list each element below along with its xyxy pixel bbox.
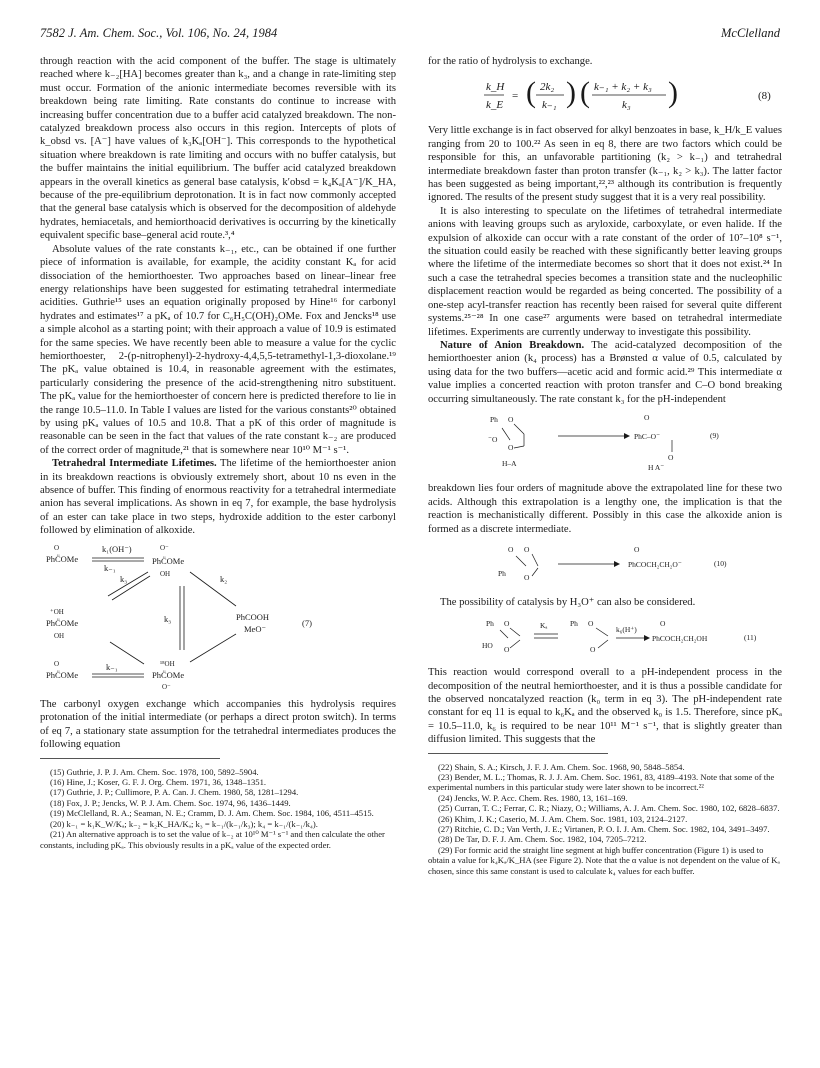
k1-label: k₁(OH⁻) [102,543,132,554]
paragraph [40,457,396,537]
ester-bottom: PhC̈OMe [46,669,79,680]
paragraph: through reaction with the acid component of the buffer. The stage is ultimately reached where k₋₂[HA] becomes greater than k₃, and a change in rate-limiting step must occur. Formation of the anionic intermediate becomes reversible with its breakdown being rate limiting. Rate constants do continue to increase with increasing buffer concentration due to a buffer acid catalyzed breakdown. The non-catalyzed breakdown process also occurs in this region. Intercepts of plots of k_obsd vs. [A⁻] have values of k₃Kₐ[OH⁻]. This corresponds to the hypothetical situation where breakdown is rate limiting and occurs with no buffer catalysis, but the buffer maintains the initial equilibrium. The buffer acid catalyzed breakdown appears in the overall kinetics as general base catalysis, k′obsd = k₄Kₐ[A⁻]/K_HA, because of the pre-equilibrium deprotonation. It is in fact now commonly accepted that the general base catalysis which is observed for the decomposition of aldehyde hydrates, hemiacetals, and hemiorthoacid derivatives is occurring by the kinetically equivalent specific base–general acid route.³,⁴ [40,56,396,242]
eq9-number: (9) [710,430,719,440]
author-name: McClelland [720,26,780,40]
buffer-acid: H–A [502,458,517,468]
eq11-number: (11) [744,632,757,642]
eq8-lhs-num: k_H [486,81,505,94]
eq8-f2-den: k₃ [622,99,631,112]
reaction-scheme-9 [428,410,782,474]
footnotes-left [40,767,396,850]
paragraph: The carbonyl oxygen exchange which accompanies this hydrolysis requires protonation of the initial intermediate (or perhaps a direct proton switch). In terms of eq 7, a stationary state assumption for the tetrahedral intermediates produces the following equation [40,699,396,751]
conjugate-base: H A⁻ [648,462,665,472]
paragraph: breakdown lies four orders of magnitude above the extrapolated line for these two acids. Although this extrapolation is a lengthy one, the implication is that the reaction is mechanistically different. Possibly in this case the alkoxide anion is formed as a discrete intermediate. [428,483,782,535]
footnote: (19) McClelland, R. A.; Seaman, N. E.; Cramm, D. J. Am. Chem. Soc. 1984, 106, 4511–4515. [50,808,374,819]
section-heading: Tetrahedral Intermediate Lifetimes. [52,458,217,470]
km1b-label: k₋₁ [106,661,118,672]
k6-label: k₆(H⁺) [616,624,637,634]
scheme-10 [428,540,782,592]
scheme-7 [40,542,396,694]
equation-8 [428,74,782,118]
phenyl-label: Ph [498,568,506,578]
ka-label: Kₐ [540,620,548,630]
footnote: (27) Ritchie, C. D.; Van Verth, J. E.; Virtanen, P. O. I. J. Am. Chem. Soc. 1982, 104, 3491–3497. [438,824,770,835]
left-column [40,55,396,850]
scheme-9 [428,410,782,478]
svg-text:O: O [634,544,640,554]
reaction-scheme-7 [40,542,396,690]
svg-text:⁻O: ⁻O [488,434,498,444]
svg-text:=: = [512,90,519,103]
footnote: (23) Bender, M. L.; Thomas, R. J. J. Am. Chem. Soc. 1961, 83, 4189–4193. Note that some of the experimental numbers in this particular study were later shown to be incorrect.²² [428,772,775,793]
footnote: (15) Guthrie, J. P. J. Am. Chem. Soc. 1978, 100, 5892–5904. [50,766,259,777]
anion-bottom: PhC̈OMe [152,669,185,680]
footnote: (29) For formic acid the straight line segment at high buffer concentration (Figure 1) is used to obtain a value for k₄Kₐ/K_HA (see Figure 2). Note that the α value is not dependent on the value of Kₐ chosen, since this same constant is used to calculate k₄ values for each buffer. [428,844,780,876]
paragraph-text: The lifetime of the hemiorthoester anion in its breakdown reactions is obviously extremely short, about 10 ns even in the absence of buffer. This finding of enormous reactivity for a tetrahedral intermediate anion has several implications. As shown in eq 7, for example, the base hydrolysis of an ester can take place in two steps, hydroxide addition to the ester carbonyl followed by elimination of alkoxide. [40,458,397,537]
svg-text:O: O [588,618,594,628]
svg-text:O: O [508,414,514,424]
km1-label: k₋₁ [104,562,116,573]
footnote: (16) Hine, J.; Koser, G. F. J. Org. Chem. 1971, 36, 1348–1351. [50,777,267,788]
product-acid: PhCOOH [236,611,270,622]
scheme-11 [428,614,782,662]
product-10: PhCOCH₂CH₂O⁻ [628,559,682,569]
neutral-mid: PhC̈OMe [46,617,79,628]
svg-text:OH: OH [160,569,171,578]
footnote-rule [40,758,220,759]
svg-text:O: O [660,618,666,628]
eq8-f1-num: 2k₂ [540,81,555,94]
svg-text:O: O [524,544,530,554]
footnote: (21) An alternative approach is to set the value of k₋₂ at 10¹⁰ M⁻¹ s⁻¹ and then calculate the other constants, including pKₐ. This obviously results in a pKₐ value of the expected order. [40,829,385,850]
svg-text:(: ( [526,76,536,110]
svg-text:): ) [566,76,576,110]
paragraph: It is also interesting to speculate on the lifetimes of tetrahedral intermediate anions with leaving groups such as aryloxide, carboxylate, or even halide. If the expulsion of alkoxide can occur with a rate constant of the order of 10⁷–10⁸ s⁻¹, the situation could easily be reached with these significantly better leaving groups where the lifetime of the intermediate becomes so short that it does not exist.²⁴ In such a case the tetrahedral species becomes a transition state and the nucleophilic displacement reaction would be regarded as being concerted. The possibility of a one-step acyl-transfer reaction has recently been raised for several quite different systems.²⁵⁻²⁸ In one case²⁷ arguments were based on tetrahedral intermediate lifetimes. Experiments are currently underway to investigate this possibility. [428,205,782,338]
svg-text:OH: OH [54,631,65,640]
footnote: (26) Khim, J. K.; Caserio, M. J. Am. Chem. Soc. 1981, 103, 2124–2127. [438,813,688,824]
svg-text:O: O [524,572,530,582]
svg-text:O: O [590,644,596,654]
reaction-scheme-10 [428,540,782,588]
svg-text:O: O [504,618,510,628]
product-11: PhCOCH₂CH₂OH [652,633,708,643]
k2-label: k₂ [220,573,228,584]
svg-text:O: O [508,544,514,554]
equation-8-graphic [428,74,782,118]
journal-citation: 7582 J. Am. Chem. Soc., Vol. 106, No. 24, 1984 [40,26,278,40]
eq8-f1-den: k₋₁ [542,99,557,112]
footnote: (24) Jencks, W. P. Acc. Chem. Res. 1980, 13, 161–169. [438,792,628,803]
k3b-label: k₃ [164,613,172,624]
product-9: PhC–O⁻ [634,431,661,441]
footnote: (17) Guthrie, J. P.; Cullimore, P. A. Can. J. Chem. 1980, 58, 1281–1294. [50,787,299,798]
footnote: (18) Fox, J. P.; Jencks, W. P. J. Am. Chem. Soc. 1974, 96, 1436–1449. [50,797,291,808]
svg-text:): ) [668,76,678,110]
phenyl-label: Ph [486,618,494,628]
right-column [428,55,782,876]
phenyl-label: Ph [490,414,498,424]
svg-text:⁺OH: ⁺OH [50,607,64,616]
paragraph-text: The acid-catalyzed decomposition of the hemiorthoester anion (k₄ process) has a Brønsted α value of 0.5, calculated by using data for the two buffers—acetic acid and formic acid.²⁹ This intermediate α value implies a concerted reaction with proton transfer and C–O bond breaking occurring simultaneously. The rate constant k₃ for the pH-independent [428,339,782,405]
k3-label: k₃ [120,573,128,584]
reaction-scheme-11 [428,614,782,658]
phenyl-label: Ph [570,618,578,628]
footnote-rule [428,753,608,754]
running-header [40,26,780,44]
svg-text:O: O [644,412,650,422]
svg-text:O: O [504,644,510,654]
svg-text:O: O [668,452,674,462]
footnotes-right [428,762,782,876]
paragraph [428,339,782,406]
paragraph: The possibility of catalysis by H₃O⁺ can also be considered. [440,597,696,609]
paragraph: Absolute values of the rate constants k₋₁, etc., can be obtained if one further piece of information is available, for example, the acidity constant Kₐ for acid dissociation of the hemiorthoester. Two approaches based on linear–linear free energy relationships have been suggested for estimating tetrahedral intermediate acidities. Guthrie¹⁵ uses an equation originally proposed by Hine¹⁶ for carbonyl hydrates and estimates¹⁷ a pKₐ of 10.7 for C₆H₅C(OH)₂OMe. Fox and Jencks¹⁸ use a simple alcohol as a starting point; with their approach a value of 10.9 is estimated for the same species. We have recently been able to measure a value for the cyclic hemiorthoester, 2-(p-nitrophenyl)-2-hydroxy-4,4,5,5-tetramethyl-1,3-dioxolane.¹⁹ The pKₐ value obtained is 10.4, in reasonable agreement with the estimates, particularly considering the presence of the acid-strengthening nitro substituent. The pKₐ value for the hemiorthoester of concern here is predicted therefore to lie in the range 10.5–11.0. In Table I values are listed for the various constants²⁰ obtained by using pKₐ values of 10.5 and 10.8. That a pK of this order of magnitude is reasonable can be seen in the fact that values of the rate constant k₋₂ are produced of the correct order of magnitude,²¹ that is somewhere near 10¹⁰ M⁻¹ s⁻¹. [40,243,396,456]
eq8-lhs-den: k_E [486,99,504,112]
svg-text:O: O [54,659,60,668]
svg-text:O: O [508,442,514,452]
ester-top: PhC̈OMe [46,553,79,564]
footnote: (20) k₋₁ = k₁K_W/Kₐ; k₋₂ = k₂K_HA/Kₐ; k₃ = k₋₁/(k₋₁/k₃); k₄ = k₋₁/(k₋₁/k₄). [50,818,318,829]
eq8-f2-num: k₋₁ + k₂ + k₃ [594,81,652,94]
footnote: (22) Shain, S. A.; Kirsch, J. F. J. Am. Chem. Soc. 1968, 90, 5848–5854. [438,761,685,772]
footnote: (28) De Tar, D. F. J. Am. Chem. Soc. 1982, 104, 7205–7212. [438,834,647,845]
svg-text:O: O [54,543,60,552]
eq10-number: (10) [714,558,727,568]
svg-text:¹⁸OH: ¹⁸OH [160,659,175,668]
paragraph: for the ratio of hydrolysis to exchange. [428,56,593,67]
hydroxyl-label: HO [482,640,493,650]
footnote: (25) Curran, T. C.; Ferrar, C. R.; Niazy, O.; Williams, A. J. Am. Chem. Soc. 1980, 102, 6828–6837. [438,803,780,814]
svg-text:O⁻: O⁻ [160,543,169,552]
eq7-number: (7) [302,617,312,628]
paragraph: This reaction would correspond overall to a pH-independent process in the decomposition of the neutral hemiorthoester, and it is thus a possible candidate for the observed noncatalyzed reaction (k₀ term in eq 3). The pH-independent rate constant for eq 11 is equal to k₆Kₐ and the observed k₀ is 1.5. Therefore, since pKₐ = 10.5–11.0, k₆ is required to be near 10¹¹ M⁻¹ s⁻¹, that is slightly greater than diffusion limited. This suggests that the [428,667,782,746]
paragraph: Very little exchange is in fact observed for alkyl benzoates in base, k_H/k_E values ranging from 20 to 100.²² As seen in eq 8, there are two factors which could be responsible for this, an unfavorable partitioning (k₂ > k₋₁) and tetrahedral intermediate breakdown faster than proton transfer (k₋₁, k₂ > k₃). The latter factor has been suggested as being important,²²,²³ although its contribution is frequently ignored. The results of the present study suggest that it is a very real possibility. [428,125,782,204]
section-heading: Nature of Anion Breakdown. [440,339,585,351]
anion-top: PhC̈OMe [152,555,185,566]
methoxide: MeO⁻ [244,623,266,634]
eq8-number: (8) [758,90,771,103]
svg-text:(: ( [580,76,590,110]
svg-text:O⁻: O⁻ [162,682,171,690]
